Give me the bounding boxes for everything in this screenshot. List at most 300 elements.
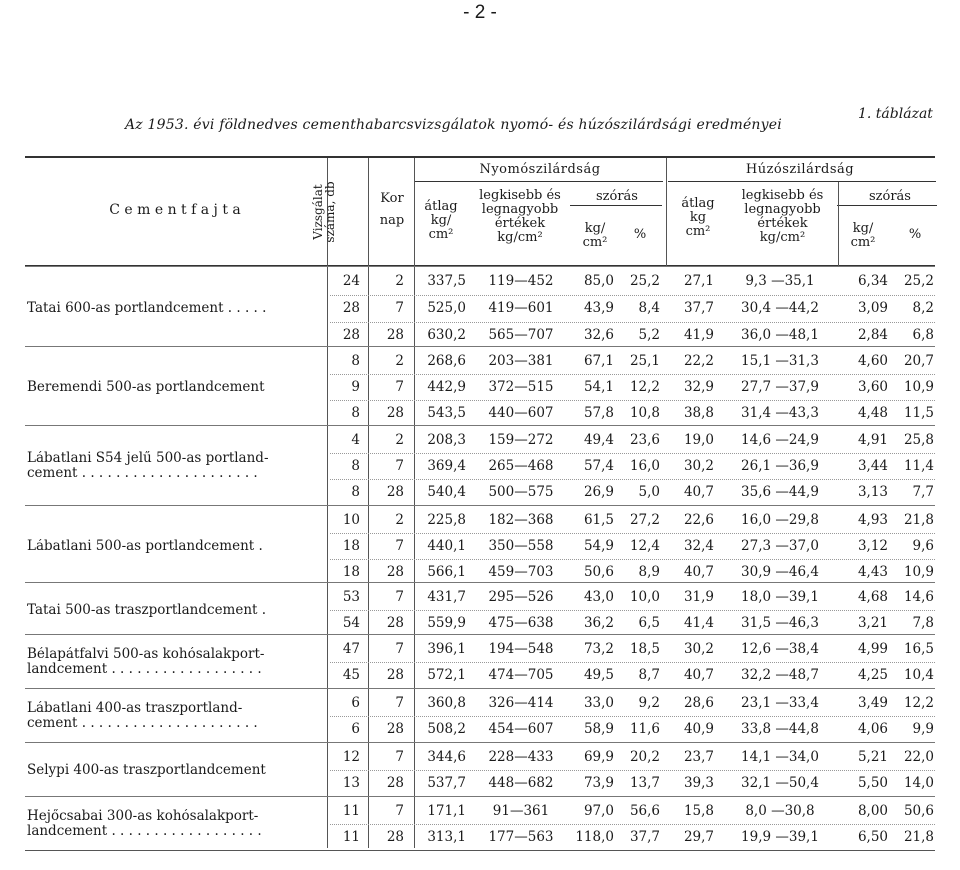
cell-t-pct: 10,4 xyxy=(903,667,934,683)
cell-db: 54 xyxy=(342,615,360,631)
cell-t-sd: 6,50 xyxy=(857,829,888,845)
cell-nap: 7 xyxy=(395,538,404,554)
cell-c-sd: 54,1 xyxy=(583,379,614,395)
cement-name-line: cement . . . . . . . . . . . . . . . . . . . . . xyxy=(27,716,258,731)
cell-t-sd: 4,06 xyxy=(857,721,888,737)
header-t-spread-unit-1: kg/ xyxy=(852,221,874,236)
cell-c-avg: 171,1 xyxy=(427,803,466,819)
header-c-average xyxy=(416,200,466,242)
cell-t-pct: 10,9 xyxy=(903,379,934,395)
cell-c-avg: 396,1 xyxy=(427,641,466,657)
cell-db: 24 xyxy=(342,273,360,289)
header-c-range-3: értékek xyxy=(494,216,546,231)
cell-t-avg: 40,7 xyxy=(683,667,714,683)
cell-t-sd: 4,48 xyxy=(857,405,888,421)
cell-nap: 28 xyxy=(386,327,404,343)
cell-c-avg: 442,9 xyxy=(427,379,466,395)
cell-t-sd: 3,21 xyxy=(857,615,888,631)
cell-c-range: 119—452 xyxy=(488,273,554,289)
cell-nap: 7 xyxy=(395,641,404,657)
cell-c-avg: 537,7 xyxy=(427,775,466,791)
cell-t-sd: 5,50 xyxy=(857,775,888,791)
group-rule xyxy=(25,505,935,506)
cell-db: 4 xyxy=(351,432,360,448)
cell-c-sd: 50,6 xyxy=(583,564,614,580)
cell-db: 18 xyxy=(342,538,360,554)
header-age-unit: nap xyxy=(379,213,405,228)
cell-db: 18 xyxy=(342,564,360,580)
row-rule xyxy=(330,400,935,401)
cell-t-range: 32,1 —50,4 xyxy=(741,775,819,791)
cell-t-avg: 40,9 xyxy=(683,721,714,737)
cell-t-range: 23,1 —33,4 xyxy=(741,695,819,711)
row-rule xyxy=(330,322,935,323)
cell-c-avg: 559,9 xyxy=(427,615,466,631)
header-t-range-4: kg/cm² xyxy=(759,230,806,245)
cell-t-avg: 29,7 xyxy=(683,829,714,845)
cell-c-range: 91—361 xyxy=(492,803,550,819)
cell-t-avg: 32,9 xyxy=(683,379,714,395)
cell-db: 53 xyxy=(342,589,360,605)
cell-c-sd: 69,9 xyxy=(583,749,614,765)
cell-db: 45 xyxy=(342,667,360,683)
cell-nap: 7 xyxy=(395,803,404,819)
cell-t-range: 30,9 —46,4 xyxy=(741,564,819,580)
row-rule xyxy=(330,610,935,611)
header-t-range-3: értékek xyxy=(757,216,808,231)
cell-t-sd: 4,60 xyxy=(857,353,888,369)
top-rule xyxy=(25,156,935,158)
cell-c-sd: 43,0 xyxy=(583,589,614,605)
cell-c-sd: 85,0 xyxy=(583,273,614,289)
cell-c-sd: 118,0 xyxy=(575,829,614,845)
cell-t-sd: 4,25 xyxy=(857,667,888,683)
cell-c-avg: 566,1 xyxy=(427,564,466,580)
header-t-average-1: átlag xyxy=(681,196,715,211)
header-t-spread-unit xyxy=(838,222,888,250)
cell-t-avg: 41,9 xyxy=(683,327,714,343)
cell-t-range: 27,3 —37,0 xyxy=(741,538,819,554)
table-number: 1. táblázat xyxy=(858,106,933,122)
cell-t-sd: 4,93 xyxy=(857,512,888,528)
row-rule xyxy=(330,479,935,480)
cell-t-range: 31,4 —43,3 xyxy=(741,405,819,421)
cell-c-range: 326—414 xyxy=(488,695,554,711)
cell-c-avg: 344,6 xyxy=(427,749,466,765)
cement-name-line: cement . . . . . . . . . . . . . . . . . . . . . xyxy=(27,466,258,481)
header-c-spread-unit-2: cm² xyxy=(582,235,608,250)
cell-c-sd: 54,9 xyxy=(583,538,614,554)
cell-c-pct: 37,7 xyxy=(629,829,660,845)
cell-t-range: 14,1 —34,0 xyxy=(741,749,819,765)
cell-c-avg: 268,6 xyxy=(427,353,466,369)
cell-t-sd: 5,21 xyxy=(857,749,888,765)
cell-t-pct: 11,4 xyxy=(903,458,934,474)
cell-db: 10 xyxy=(342,512,360,528)
cell-db: 13 xyxy=(342,775,360,791)
compressive-underline xyxy=(415,181,663,182)
header-t-percent: % xyxy=(908,227,922,242)
cement-name-line: Tatai 600-as portlandcement . . . . . xyxy=(27,301,267,316)
cell-c-avg: 208,3 xyxy=(427,432,466,448)
cell-c-sd: 97,0 xyxy=(583,803,614,819)
cell-t-avg: 28,6 xyxy=(683,695,714,711)
cell-c-pct: 9,2 xyxy=(638,695,660,711)
cell-c-avg: 313,1 xyxy=(427,829,466,845)
cell-t-pct: 10,9 xyxy=(903,564,934,580)
header-t-average-2: kg xyxy=(689,210,707,225)
cell-db: 8 xyxy=(351,458,360,474)
cell-t-pct: 25,2 xyxy=(903,273,934,289)
cement-name-line: landcement . . . . . . . . . . . . . . . . . . xyxy=(27,662,262,677)
header-t-range-2: legnagyobb xyxy=(744,202,821,217)
row-rule xyxy=(330,295,935,296)
page-number: - 2 - xyxy=(463,2,497,23)
cell-c-range: 295—526 xyxy=(488,589,554,605)
cell-c-pct: 20,2 xyxy=(629,749,660,765)
header-c-range-4: kg/cm² xyxy=(497,230,543,245)
cell-t-avg: 30,2 xyxy=(683,458,714,474)
cell-t-avg: 27,1 xyxy=(683,273,714,289)
header-c-average-3: cm² xyxy=(428,227,454,242)
cell-nap: 28 xyxy=(386,829,404,845)
cell-c-avg: 369,4 xyxy=(427,458,466,474)
header-t-spread-unit-2: cm² xyxy=(850,235,876,250)
group-rule xyxy=(25,688,935,689)
cell-c-avg: 630,2 xyxy=(427,327,466,343)
header-t-average xyxy=(668,197,728,239)
cell-c-pct: 25,2 xyxy=(629,273,660,289)
cell-t-avg: 37,7 xyxy=(683,300,714,316)
cell-t-pct: 25,8 xyxy=(903,432,934,448)
cell-t-avg: 31,9 xyxy=(683,589,714,605)
cell-t-pct: 7,8 xyxy=(912,615,934,631)
cell-c-pct: 10,8 xyxy=(629,405,660,421)
cell-c-pct: 8,9 xyxy=(638,564,660,580)
cell-t-pct: 21,8 xyxy=(903,512,934,528)
cell-t-sd: 3,13 xyxy=(857,484,888,500)
cell-c-pct: 56,6 xyxy=(629,803,660,819)
cell-nap: 2 xyxy=(395,512,404,528)
cell-c-avg: 540,4 xyxy=(427,484,466,500)
cell-db: 11 xyxy=(342,803,360,819)
header-tensile: Húzószilárdság xyxy=(745,162,855,177)
cell-c-pct: 5,0 xyxy=(638,484,660,500)
cell-c-sd: 49,4 xyxy=(583,432,614,448)
cell-c-range: 475—638 xyxy=(488,615,554,631)
group-rule xyxy=(25,266,935,267)
cell-t-range: 36,0 —48,1 xyxy=(741,327,819,343)
cell-t-pct: 9,6 xyxy=(912,538,934,554)
cell-c-avg: 508,2 xyxy=(427,721,466,737)
group-rule xyxy=(25,346,935,347)
cell-c-range: 372—515 xyxy=(488,379,554,395)
row-rule xyxy=(330,559,935,560)
cell-c-range: 159—272 xyxy=(488,432,554,448)
cell-c-sd: 49,5 xyxy=(583,667,614,683)
cell-t-pct: 14,0 xyxy=(903,775,934,791)
cell-c-pct: 25,1 xyxy=(629,353,660,369)
cell-c-pct: 27,2 xyxy=(629,512,660,528)
cell-nap: 28 xyxy=(386,615,404,631)
cell-t-avg: 38,8 xyxy=(683,405,714,421)
cell-c-pct: 11,6 xyxy=(629,721,660,737)
cell-nap: 28 xyxy=(386,775,404,791)
cement-name-line: Lábatlani 500-as portlandcement . xyxy=(27,538,263,554)
cell-c-sd: 33,0 xyxy=(583,695,614,711)
cell-c-range: 350—558 xyxy=(488,538,554,554)
row-rule xyxy=(330,824,935,825)
cell-t-avg: 22,2 xyxy=(683,353,714,369)
cell-db: 8 xyxy=(351,405,360,421)
cell-t-pct: 9,9 xyxy=(912,721,934,737)
cell-nap: 7 xyxy=(395,589,404,605)
header-compressive: Nyomószilárdság xyxy=(479,162,601,177)
cell-t-range: 9,3 —35,1 xyxy=(745,273,815,289)
cell-db: 9 xyxy=(351,379,360,395)
cell-c-avg: 360,8 xyxy=(427,695,466,711)
cell-t-pct: 16,5 xyxy=(903,641,934,657)
cell-c-range: 474—705 xyxy=(488,667,554,683)
row-rule xyxy=(330,453,935,454)
header-age-label: Kor xyxy=(380,191,404,206)
divider-age xyxy=(414,158,415,848)
cell-c-range: 265—468 xyxy=(488,458,554,474)
cell-t-sd: 4,91 xyxy=(857,432,888,448)
cell-db: 12 xyxy=(342,749,360,765)
cell-t-pct: 8,2 xyxy=(912,300,934,316)
c-spread-underline xyxy=(570,205,662,206)
group-rule xyxy=(25,796,935,797)
header-c-average-2: kg/ xyxy=(430,213,452,228)
divider-compressive xyxy=(666,158,667,266)
cell-t-pct: 20,7 xyxy=(903,353,934,369)
cell-t-range: 14,6 —24,9 xyxy=(741,432,819,448)
cell-t-pct: 6,8 xyxy=(912,327,934,343)
cell-c-range: 565—707 xyxy=(488,327,554,343)
cell-c-sd: 32,6 xyxy=(583,327,614,343)
cell-t-range: 30,4 —44,2 xyxy=(741,300,819,316)
cell-c-pct: 23,6 xyxy=(629,432,660,448)
cell-c-range: 500—575 xyxy=(488,484,554,500)
cell-c-avg: 225,8 xyxy=(427,512,466,528)
t-spread-underline xyxy=(837,205,937,206)
cell-db: 47 xyxy=(342,641,360,657)
cell-t-range: 31,5 —46,3 xyxy=(741,615,819,631)
header-c-percent: % xyxy=(633,227,647,242)
table-caption: Az 1953. évi földnedves cementhabarcsvizsgálatok nyomó- és húzószilárdsági eredményei xyxy=(125,117,782,133)
group-rule xyxy=(25,425,935,426)
header-c-range-1: legkisebb és xyxy=(479,188,561,203)
header-c-spread: szórás xyxy=(596,189,638,204)
cell-c-pct: 6,5 xyxy=(638,615,660,631)
cell-c-sd: 36,2 xyxy=(583,615,614,631)
divider-count xyxy=(368,158,369,848)
cement-name-line: Beremendi 500-as portlandcement xyxy=(27,379,265,395)
cell-c-sd: 61,5 xyxy=(583,512,614,528)
row-rule xyxy=(330,662,935,663)
cell-c-range: 440—607 xyxy=(488,405,554,421)
header-c-range-2: legnagyobb xyxy=(481,202,559,217)
cell-t-pct: 14,6 xyxy=(903,589,934,605)
cell-t-range: 33,8 —44,8 xyxy=(741,721,819,737)
cell-nap: 7 xyxy=(395,695,404,711)
cell-nap: 2 xyxy=(395,273,404,289)
cell-db: 6 xyxy=(351,695,360,711)
cell-t-range: 19,9 —39,1 xyxy=(741,829,819,845)
cell-c-sd: 57,8 xyxy=(583,405,614,421)
cell-c-range: 454—607 xyxy=(488,721,554,737)
cell-c-range: 419—601 xyxy=(488,300,554,316)
cell-t-avg: 22,6 xyxy=(683,512,714,528)
cell-nap: 28 xyxy=(386,405,404,421)
cell-t-pct: 50,6 xyxy=(903,803,934,819)
cell-c-avg: 525,0 xyxy=(427,300,466,316)
tensile-underline xyxy=(668,181,936,182)
cell-t-avg: 40,7 xyxy=(683,484,714,500)
cell-db: 8 xyxy=(351,353,360,369)
cell-t-sd: 3,49 xyxy=(857,695,888,711)
cell-t-avg: 23,7 xyxy=(683,749,714,765)
cement-name-line: Tatai 500-as traszportlandcement . xyxy=(27,602,267,618)
cell-c-avg: 543,5 xyxy=(427,405,466,421)
cell-db: 28 xyxy=(342,300,360,316)
cement-name-line: Lábatlani 400-as traszportland- xyxy=(27,701,243,716)
cell-t-avg: 15,8 xyxy=(683,803,714,819)
cell-t-avg: 30,2 xyxy=(683,641,714,657)
cell-c-sd: 73,2 xyxy=(583,641,614,657)
header-c-average-1: átlag xyxy=(424,199,458,214)
cell-nap: 7 xyxy=(395,458,404,474)
cell-c-range: 203—381 xyxy=(488,353,554,369)
header-t-range-1: legkisebb és xyxy=(741,188,824,203)
cell-nap: 7 xyxy=(395,749,404,765)
cell-c-pct: 5,2 xyxy=(638,327,660,343)
cell-c-avg: 431,7 xyxy=(427,589,466,605)
cell-db: 8 xyxy=(351,484,360,500)
cell-c-sd: 57,4 xyxy=(583,458,614,474)
cell-c-avg: 337,5 xyxy=(427,273,466,289)
cell-t-sd: 3,44 xyxy=(857,458,888,474)
row-rule xyxy=(330,716,935,717)
header-t-range xyxy=(730,189,835,245)
cell-t-avg: 32,4 xyxy=(683,538,714,554)
cement-name-line: Lábatlani S54 jelű 500-as portland- xyxy=(27,451,269,466)
cell-c-sd: 26,9 xyxy=(583,484,614,500)
row-rule xyxy=(330,533,935,534)
cell-t-pct: 22,0 xyxy=(903,749,934,765)
cement-name-line: Selypi 400-as traszportlandcement xyxy=(27,762,266,778)
cell-t-avg: 39,3 xyxy=(683,775,714,791)
cell-nap: 28 xyxy=(386,721,404,737)
header-age xyxy=(370,192,414,228)
header-c-spread-unit-1: kg/ xyxy=(584,221,606,236)
cell-db: 28 xyxy=(342,327,360,343)
cell-c-pct: 10,0 xyxy=(629,589,660,605)
cell-t-avg: 40,7 xyxy=(683,564,714,580)
cell-t-sd: 4,68 xyxy=(857,589,888,605)
header-t-spread: szórás xyxy=(869,189,911,204)
cell-nap: 28 xyxy=(386,484,404,500)
cell-t-sd: 3,12 xyxy=(857,538,888,554)
cell-t-pct: 21,8 xyxy=(903,829,934,845)
cell-t-range: 26,1 —36,9 xyxy=(741,458,819,474)
cell-t-pct: 7,7 xyxy=(912,484,934,500)
cell-db: 11 xyxy=(342,829,360,845)
cell-nap: 7 xyxy=(395,300,404,316)
cell-c-pct: 16,0 xyxy=(629,458,660,474)
cell-t-sd: 4,99 xyxy=(857,641,888,657)
cell-t-range: 35,6 —44,9 xyxy=(741,484,819,500)
cement-name-line: Bélapátfalvi 500-as kohósalakport- xyxy=(27,647,265,662)
cement-name-line: Hejőcsabai 300-as kohósalakport- xyxy=(27,809,259,824)
cell-c-pct: 13,7 xyxy=(629,775,660,791)
cell-t-sd: 2,84 xyxy=(857,327,888,343)
group-rule xyxy=(25,742,935,743)
row-rule xyxy=(330,770,935,771)
cell-db: 6 xyxy=(351,721,360,737)
cell-nap: 7 xyxy=(395,379,404,395)
cell-c-range: 448—682 xyxy=(488,775,554,791)
group-rule xyxy=(25,634,935,635)
cell-t-range: 32,2 —48,7 xyxy=(741,667,819,683)
header-c-range xyxy=(470,189,570,245)
cell-t-range: 27,7 —37,9 xyxy=(741,379,819,395)
row-rule xyxy=(330,374,935,375)
cell-c-pct: 18,5 xyxy=(629,641,660,657)
cell-c-range: 459—703 xyxy=(488,564,554,580)
cell-c-sd: 73,9 xyxy=(583,775,614,791)
cell-c-sd: 67,1 xyxy=(583,353,614,369)
cell-c-pct: 12,4 xyxy=(629,538,660,554)
cell-c-pct: 8,7 xyxy=(638,667,660,683)
cell-t-sd: 6,34 xyxy=(857,273,888,289)
cell-t-sd: 3,60 xyxy=(857,379,888,395)
cell-t-avg: 41,4 xyxy=(683,615,714,631)
cell-t-avg: 19,0 xyxy=(683,432,714,448)
cell-t-sd: 3,09 xyxy=(857,300,888,316)
cement-name-line: landcement . . . . . . . . . . . . . . . . . . xyxy=(27,824,262,839)
cell-c-avg: 572,1 xyxy=(427,667,466,683)
cell-t-pct: 12,2 xyxy=(903,695,934,711)
cell-c-range: 194—548 xyxy=(488,641,554,657)
header-t-average-3: cm² xyxy=(685,224,711,239)
cell-c-range: 182—368 xyxy=(488,512,554,528)
header-c-spread-unit xyxy=(570,222,620,250)
cell-c-range: 177—563 xyxy=(488,829,554,845)
cell-c-sd: 58,9 xyxy=(583,721,614,737)
cell-nap: 28 xyxy=(386,667,404,683)
cell-t-range: 12,6 —38,4 xyxy=(741,641,819,657)
cell-t-range: 15,1 —31,3 xyxy=(741,353,819,369)
bottom-rule xyxy=(25,850,935,851)
cell-c-sd: 43,9 xyxy=(583,300,614,316)
cell-c-range: 228—433 xyxy=(488,749,554,765)
cell-t-range: 8,0 —30,8 xyxy=(745,803,815,819)
cell-t-pct: 11,5 xyxy=(903,405,934,421)
cell-c-avg: 440,1 xyxy=(427,538,466,554)
cell-t-range: 16,0 —29,8 xyxy=(741,512,819,528)
header-cement-type: C e m e n t f a j t a xyxy=(109,202,241,218)
cell-c-pct: 8,4 xyxy=(638,300,660,316)
cell-t-sd: 8,00 xyxy=(857,803,888,819)
cell-nap: 2 xyxy=(395,353,404,369)
cell-t-range: 18,0 —39,1 xyxy=(741,589,819,605)
cell-nap: 2 xyxy=(395,432,404,448)
header-test-count: Vizsgálat száma, db xyxy=(311,181,337,243)
cell-t-sd: 4,43 xyxy=(857,564,888,580)
group-rule xyxy=(25,582,935,583)
